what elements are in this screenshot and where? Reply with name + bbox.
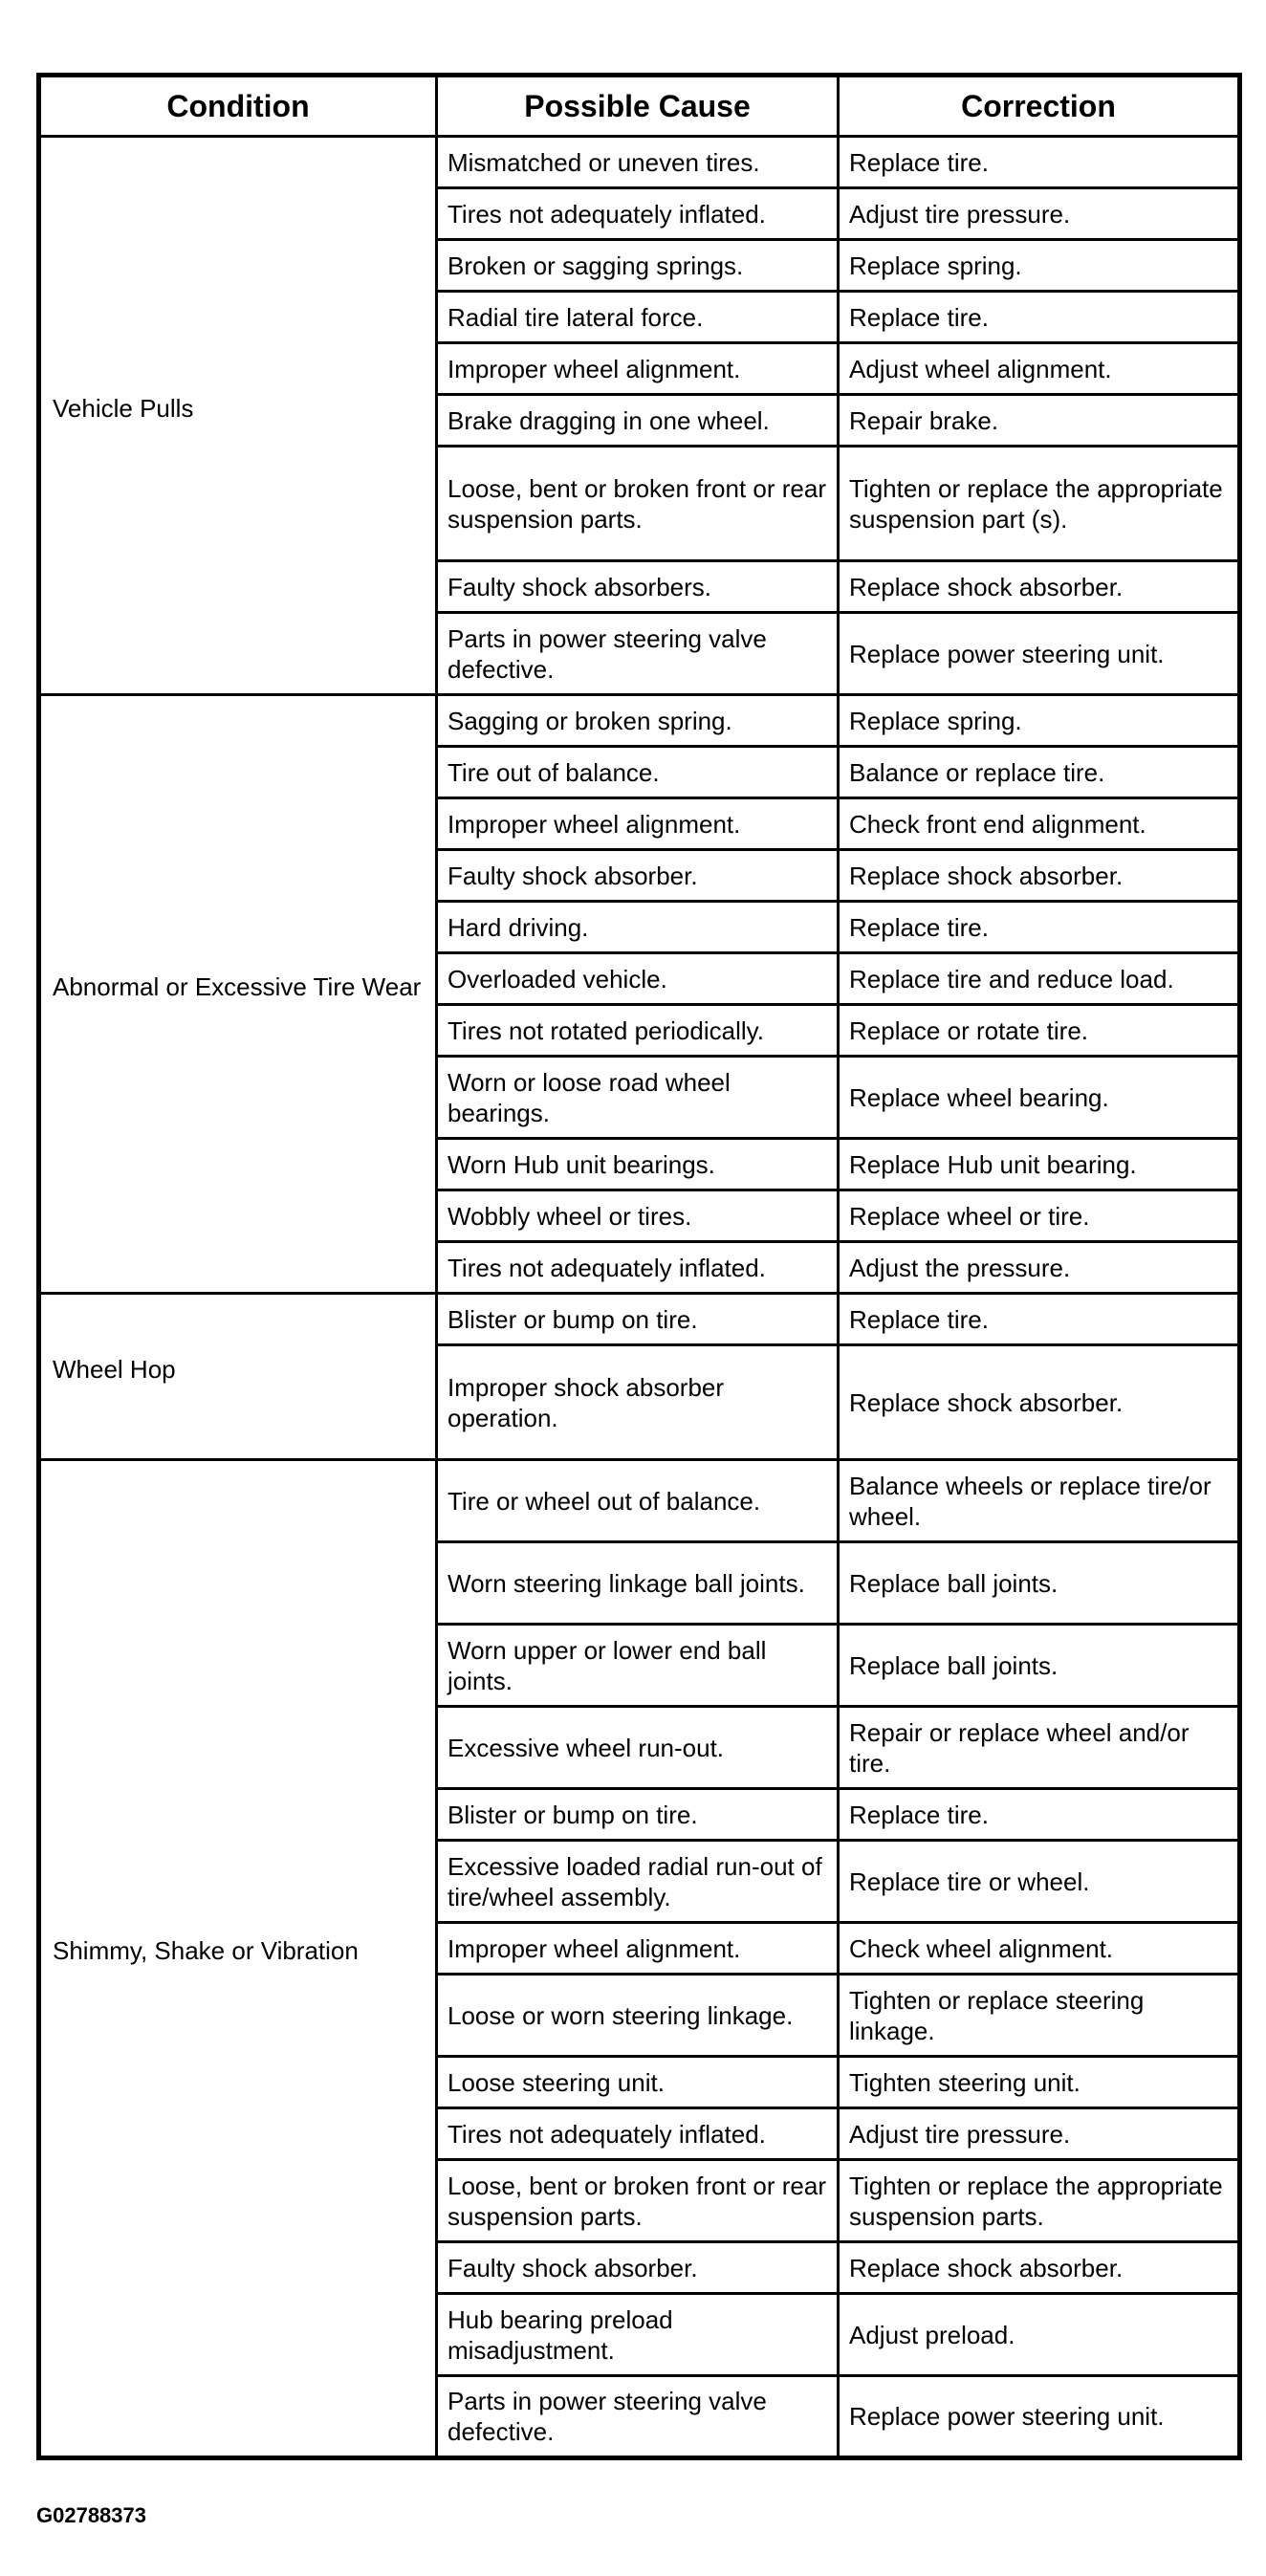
correction-cell: Repair brake. xyxy=(839,395,1240,447)
possible-cause-cell: Faulty shock absorbers. xyxy=(437,561,839,613)
condition-cell xyxy=(39,1294,437,1460)
correction-cell: Repair or replace wheel and/or tire. xyxy=(839,1707,1240,1789)
correction-cell: Replace ball joints. xyxy=(839,1542,1240,1625)
table-row xyxy=(39,1460,1240,1542)
correction-cell: Replace Hub unit bearing. xyxy=(839,1139,1240,1190)
possible-cause-cell: Excessive wheel run-out. xyxy=(437,1707,839,1789)
table-row xyxy=(39,695,1240,747)
correction-cell: Replace spring. xyxy=(839,695,1240,747)
possible-cause-cell: Loose steering unit. xyxy=(437,2057,839,2108)
correction-cell: Replace tire. xyxy=(839,292,1240,343)
correction-cell: Replace power steering unit. xyxy=(839,2376,1240,2458)
possible-cause-cell: Hub bearing preload misadjustment. xyxy=(437,2294,839,2376)
correction-cell: Tighten or replace the appropriate suspension part (s). xyxy=(839,447,1240,561)
correction-cell: Replace tire and reduce load. xyxy=(839,953,1240,1005)
possible-cause-cell: Blister or bump on tire. xyxy=(437,1789,839,1841)
correction-cell: Replace ball joints. xyxy=(839,1625,1240,1707)
possible-cause-cell: Loose or worn steering linkage. xyxy=(437,1975,839,2057)
possible-cause-cell: Parts in power steering valve defective. xyxy=(437,2376,839,2458)
correction-cell: Tighten or replace steering linkage. xyxy=(839,1975,1240,2057)
correction-cell: Replace tire or wheel. xyxy=(839,1841,1240,1923)
possible-cause-cell: Broken or sagging springs. xyxy=(437,240,839,292)
possible-cause-cell: Worn steering linkage ball joints. xyxy=(437,1542,839,1625)
possible-cause-cell: Worn Hub unit bearings. xyxy=(437,1139,839,1190)
possible-cause-cell: Excessive loaded radial run-out of tire/wheel assembly. xyxy=(437,1841,839,1923)
condition-text: Abnormal or Excessive Tire Wear xyxy=(53,971,422,1001)
correction-cell: Balance or replace tire. xyxy=(839,747,1240,798)
correction-cell: Replace tire. xyxy=(839,137,1240,188)
possible-cause-cell: Tires not adequately inflated. xyxy=(437,2108,839,2160)
possible-cause-cell: Improper shock absorber operation. xyxy=(437,1345,839,1460)
correction-cell: Replace or rotate tire. xyxy=(839,1005,1240,1057)
correction-cell: Replace wheel bearing. xyxy=(839,1057,1240,1139)
possible-cause-cell: Sagging or broken spring. xyxy=(437,695,839,747)
correction-cell: Adjust tire pressure. xyxy=(839,188,1240,240)
correction-cell: Tighten steering unit. xyxy=(839,2057,1240,2108)
possible-cause-cell: Tires not adequately inflated. xyxy=(437,1242,839,1294)
correction-cell: Adjust tire pressure. xyxy=(839,2108,1240,2160)
correction-cell: Replace spring. xyxy=(839,240,1240,292)
possible-cause-cell: Loose, bent or broken front or rear suspension parts. xyxy=(437,447,839,561)
possible-cause-cell: Blister or bump on tire. xyxy=(437,1294,839,1345)
correction-cell: Check wheel alignment. xyxy=(839,1923,1240,1975)
possible-cause-cell: Faulty shock absorber. xyxy=(437,2242,839,2294)
possible-cause-cell: Hard driving. xyxy=(437,902,839,953)
possible-cause-cell: Tire or wheel out of balance. xyxy=(437,1460,839,1542)
correction-cell: Replace power steering unit. xyxy=(839,613,1240,695)
condition-text: Wheel Hop xyxy=(53,1354,176,1384)
possible-cause-cell: Brake dragging in one wheel. xyxy=(437,395,839,447)
correction-cell: Check front end alignment. xyxy=(839,798,1240,850)
possible-cause-cell: Tires not rotated periodically. xyxy=(437,1005,839,1057)
table-row xyxy=(39,137,1240,188)
diagnosis-table xyxy=(36,73,1242,2460)
possible-cause-cell: Mismatched or uneven tires. xyxy=(437,137,839,188)
condition-cell xyxy=(39,1460,437,2458)
header-possible-cause: Possible Cause xyxy=(437,76,839,137)
figure-id: G02788373 xyxy=(36,2503,146,2527)
possible-cause-cell: Tire out of balance. xyxy=(437,747,839,798)
correction-cell: Adjust the pressure. xyxy=(839,1242,1240,1294)
possible-cause-cell: Loose, bent or broken front or rear suspension parts. xyxy=(437,2160,839,2242)
possible-cause-cell: Faulty shock absorber. xyxy=(437,850,839,902)
correction-cell: Replace tire. xyxy=(839,1789,1240,1841)
possible-cause-cell: Improper wheel alignment. xyxy=(437,1923,839,1975)
correction-cell: Adjust preload. xyxy=(839,2294,1240,2376)
possible-cause-cell: Worn upper or lower end ball joints. xyxy=(437,1625,839,1707)
possible-cause-cell: Worn or loose road wheel bearings. xyxy=(437,1057,839,1139)
possible-cause-cell: Radial tire lateral force. xyxy=(437,292,839,343)
correction-cell: Replace shock absorber. xyxy=(839,850,1240,902)
table-body xyxy=(39,137,1240,2458)
possible-cause-cell: Parts in power steering valve defective. xyxy=(437,613,839,695)
correction-cell: Tighten or replace the appropriate suspension parts. xyxy=(839,2160,1240,2242)
correction-cell: Replace shock absorber. xyxy=(839,2242,1240,2294)
possible-cause-cell: Improper wheel alignment. xyxy=(437,798,839,850)
condition-text: Shimmy, Shake or Vibration xyxy=(53,1936,359,1965)
possible-cause-cell: Tires not adequately inflated. xyxy=(437,188,839,240)
header-row xyxy=(39,76,1240,137)
correction-cell: Adjust wheel alignment. xyxy=(839,343,1240,395)
header-condition: Condition xyxy=(39,76,437,137)
correction-cell: Replace tire. xyxy=(839,902,1240,953)
possible-cause-cell: Improper wheel alignment. xyxy=(437,343,839,395)
correction-cell: Replace shock absorber. xyxy=(839,1345,1240,1460)
condition-cell xyxy=(39,137,437,695)
possible-cause-cell: Overloaded vehicle. xyxy=(437,953,839,1005)
condition-text: Vehicle Pulls xyxy=(53,393,194,423)
header-correction: Correction xyxy=(839,76,1240,137)
table-row xyxy=(39,1294,1240,1345)
correction-cell: Replace tire. xyxy=(839,1294,1240,1345)
condition-cell xyxy=(39,695,437,1294)
correction-cell: Balance wheels or replace tire/or wheel. xyxy=(839,1460,1240,1542)
possible-cause-cell: Wobbly wheel or tires. xyxy=(437,1190,839,1242)
correction-cell: Replace wheel or tire. xyxy=(839,1190,1240,1242)
correction-cell: Replace shock absorber. xyxy=(839,561,1240,613)
